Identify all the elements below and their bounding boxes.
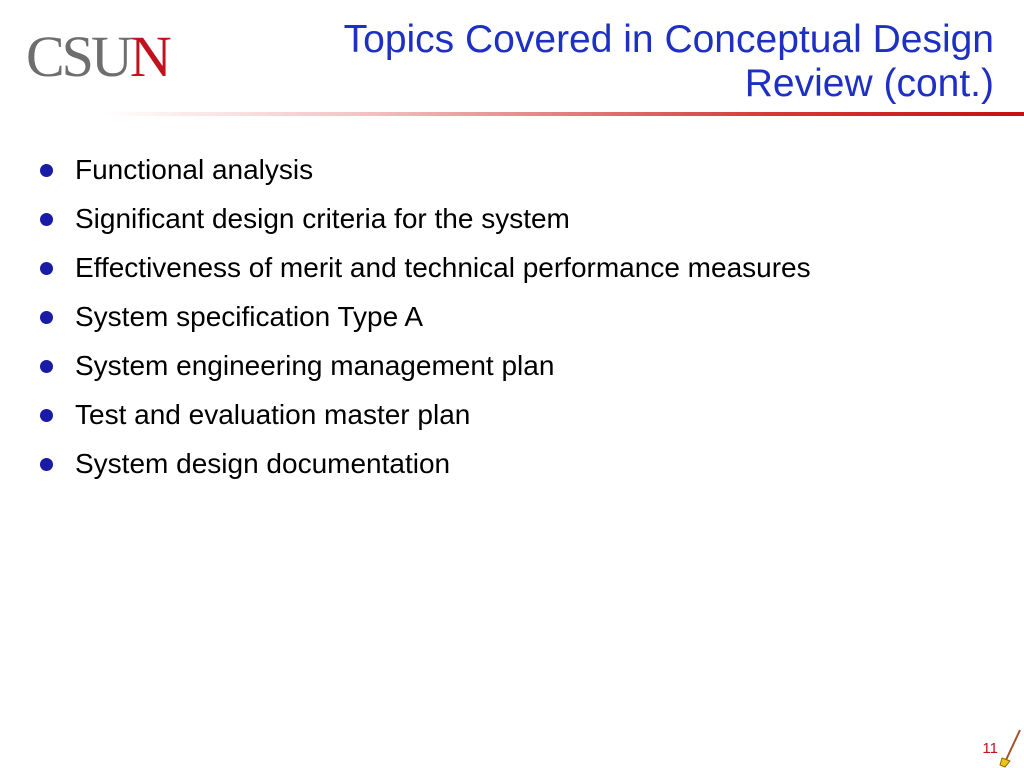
csun-logo [26, 22, 169, 92]
bullet-icon [40, 213, 53, 226]
bullet-icon [40, 409, 53, 422]
bullet-item [38, 297, 962, 337]
bullet-icon [40, 311, 53, 324]
bullet-item [38, 395, 962, 435]
bullet-text: Significant design criteria for the system [75, 203, 570, 234]
bullet-item [38, 199, 962, 239]
bullet-text: Functional analysis [75, 154, 314, 185]
bullet-item [38, 346, 962, 386]
bullet-item [38, 248, 962, 288]
bullet-icon [40, 164, 53, 177]
bullet-item [38, 150, 962, 190]
bullet-text: System engineering management plan [75, 350, 555, 381]
page-number: 11 [982, 740, 998, 757]
bullet-text: System specification Type A [75, 301, 424, 332]
slide-title-line2: Review (cont.) [744, 62, 994, 105]
title-divider [0, 112, 1024, 116]
bullet-item [38, 444, 962, 484]
bullet-icon [40, 262, 53, 275]
logo-text-main: CSU [26, 24, 130, 89]
bullet-icon [40, 360, 53, 373]
bullet-text: Effectiveness of merit and technical performance measures [75, 252, 811, 283]
slide-title [254, 18, 994, 106]
bullet-text: System design documentation [75, 448, 451, 479]
slide-title-line1: Topics Covered in Conceptual Design [343, 18, 994, 61]
bullet-icon [40, 458, 53, 471]
pencil-icon [998, 728, 1022, 768]
bullet-text: Test and evaluation master plan [75, 399, 471, 430]
bullet-list [38, 150, 962, 493]
logo-text-accent: N [129, 24, 169, 89]
